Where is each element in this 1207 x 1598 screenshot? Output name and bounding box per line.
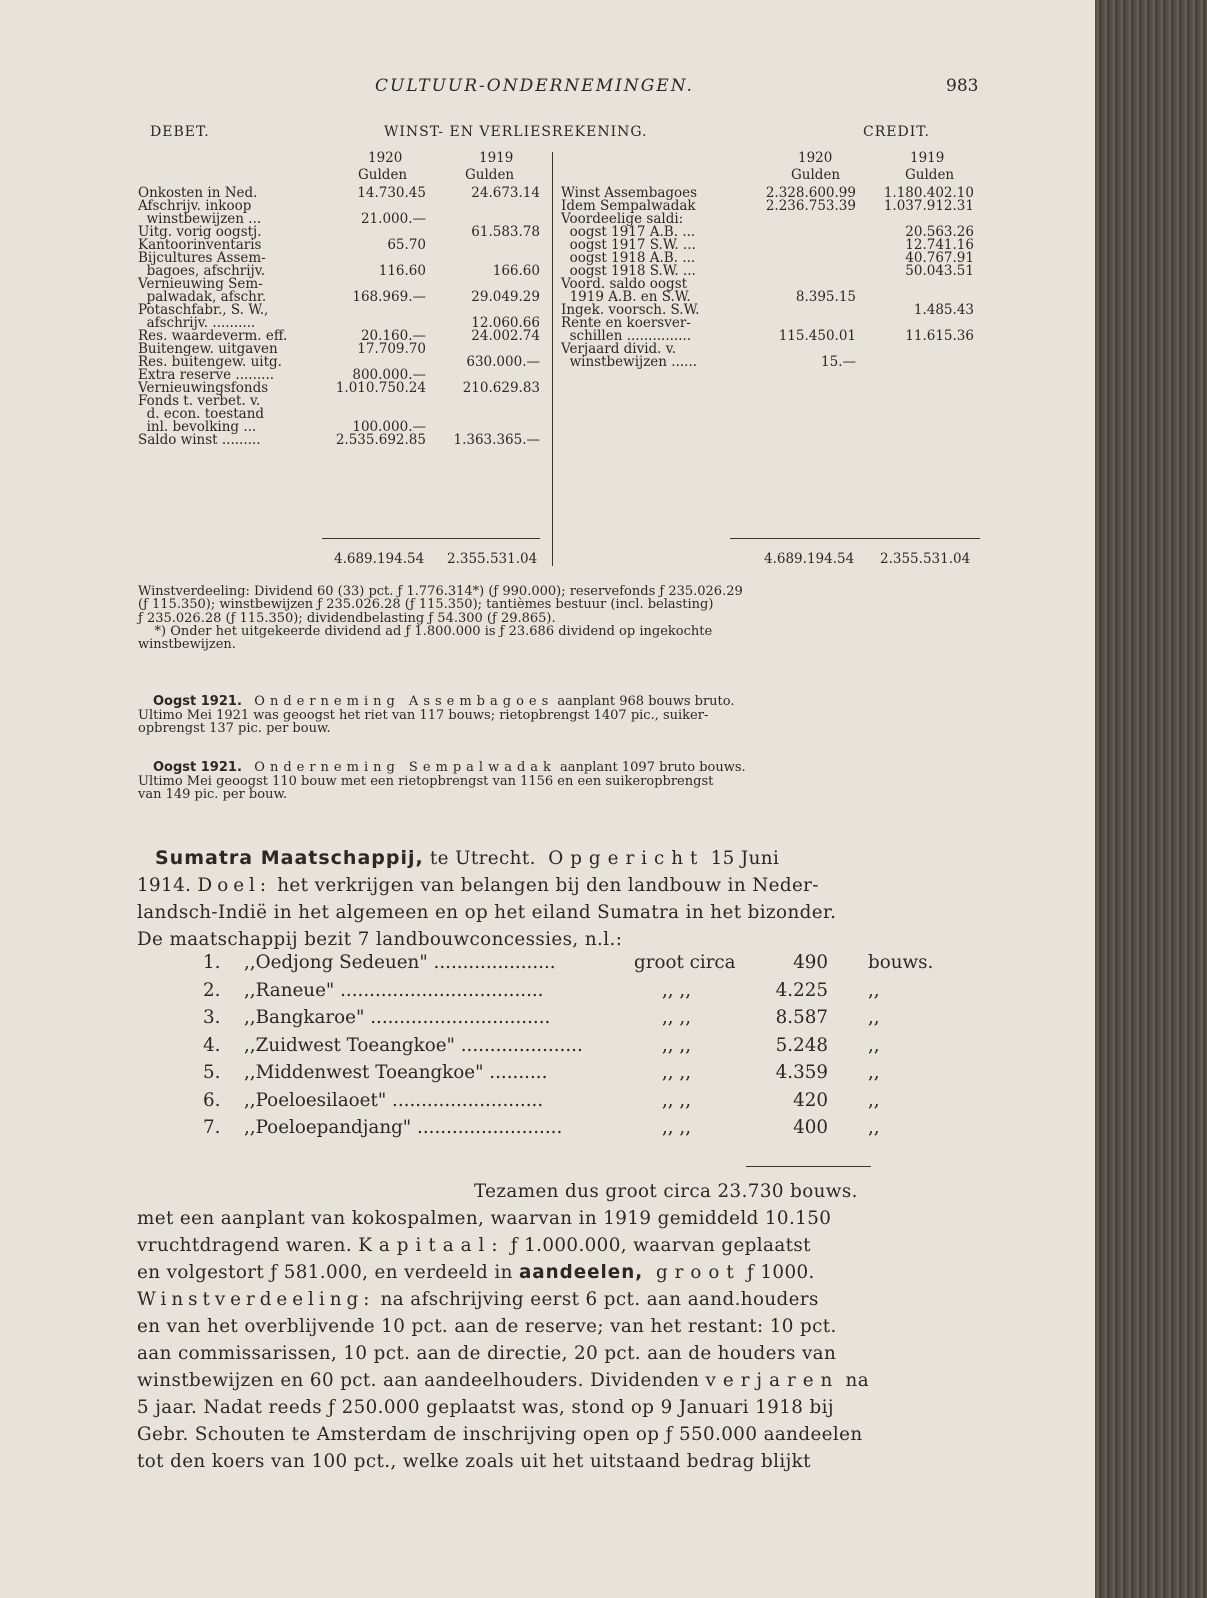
para-text: winstbewijzen en 60 pct. aan aandeelhouders. Dividenden [137,1370,706,1391]
credit-total-rule [730,538,980,539]
debet-1919-values [430,187,540,447]
credit-1920-cell [746,213,856,226]
debet-row-label: Uitg. vorig oogstj. [138,224,262,240]
concession-name: ,,Zuidwest Toeangkoe" ..................... [244,1034,583,1056]
credit-1919-cell: 12.741.16 [905,237,974,253]
debet-1920-cell [318,304,426,317]
debet-1919-cell: 12.060.66 [471,315,540,331]
year-text: 1914. [137,875,198,896]
credit-1920-cell: 2.236.753.39 [765,198,856,214]
concession-unit: bouws. [868,952,934,973]
debet-1920-cell: 20.160.— [360,328,426,344]
oogst-sempalwadak-lines [138,775,713,802]
debet-1919-cell: 1.363.365.— [453,432,540,448]
total-debet-1919: 2.355.531.04 [447,551,538,567]
para-line-6: aan commissarissen, 10 pct. aan de directie, 20 pct. aan de houders van [137,1343,837,1364]
sumatra-line-2 [137,872,819,899]
credit-1920-cell [746,304,856,317]
debet-total-rule [322,538,540,539]
sumatra-line-3: landsch-Indië in het algemeen en op het eiland Sumatra in het bizonder. [137,902,837,923]
debet-1919-cell [430,408,540,421]
debet-1919-cell: 166.60 [492,263,540,279]
debet-1919-cell [430,395,540,408]
debet-row-label: Res. buitengew. uitg. [138,354,282,370]
unit-debet-1919: Gulden [465,167,515,183]
debet-1919-cell: 29.049.29 [471,289,540,305]
para-line-3 [137,1259,815,1286]
concession-number: 1. [203,952,221,973]
para-line-7 [137,1367,869,1394]
para-line-2 [137,1232,811,1259]
debet-row-label: Kantoorinventaris [138,237,262,253]
credit-1919-cell [862,356,974,369]
concession-groot: groot circa [634,952,736,973]
verjaren-label: verjaren [705,1370,840,1391]
credit-1919-cell: 40.767.91 [905,250,974,266]
credit-heading: CREDIT. [863,124,930,140]
company-name: Sumatra Maatschappij, [155,847,424,869]
para-line-8: 5 jaar. Nadat reeds ƒ 250.000 geplaatst was, stond op 9 Januari 1918 bij [137,1397,834,1418]
oogst-line: van 149 pic. per bouw. [138,787,288,803]
concession-area: 4.359 [775,1062,828,1083]
doel-text: het verkrijgen van belangen bij den landbouw in Neder- [271,875,819,896]
oogst-line: Ultimo Mei 1921 was geoogst het riet van 117 bouws; rietopbrengst 1407 pic., suiker- [138,708,709,723]
concession-area: 400 [793,1117,828,1138]
sumatra-line-1 [155,845,779,872]
debet-row-label: d. econ. toestand [138,406,265,422]
debet-row-label: Vernieuwingsfonds [138,380,269,396]
winstverdeeling-note [138,585,743,651]
running-title: CULTUUR-ONDERNEMINGEN. [375,76,694,96]
debet-row-label: bagoes, afschrijv. [138,263,266,279]
concession-area: 420 [793,1089,828,1111]
para-text: na [839,1370,870,1391]
unit-credit-1920: Gulden [791,167,841,183]
debet-1919-cell [430,200,540,213]
credit-1920-cell: 115.450.01 [778,328,856,344]
debet-1920-cell: 116.60 [378,263,426,279]
debet-1920-cell [318,395,426,408]
sum-rule [746,1166,871,1167]
concession-number: 5. [203,1062,221,1083]
concession-name: ,,Oedjong Sedeuen" ..................... [244,952,556,973]
debet-labels [138,187,328,447]
sumatra-line-4: De maatschappij bezit 7 landbouwconcessies, n.l.: [137,929,623,950]
concession-groot: ,, ,, [662,979,692,1001]
debet-row-label: Potaschfabr., S. W., [138,302,269,318]
note-line: *) Onder het uitgekeerde dividend ad ƒ 1.800.000 is ƒ 23.686 dividend op ingekochte [138,623,713,639]
debet-row-label: Res. waardeverm. eff. [138,328,288,344]
concession-area: 8.587 [775,1007,828,1028]
concession-unit: ,, [868,979,880,1001]
debet-1920-cell: 800.000.— [352,367,426,383]
table-divider [552,152,553,566]
credit-row-label: oogst 1917 S.W. ... [561,237,696,253]
credit-row-label: Voordeelige saldi: [561,211,684,227]
credit-row-label: Rente en koersver- [561,315,691,331]
aandeelen-label: aandeelen, [518,1262,644,1283]
debet-1919-cell: 61.583.78 [471,224,540,240]
company-city: te Utrecht. [423,848,536,869]
debet-row-label: inl. bevolking ... [138,419,257,435]
para-line-1: met een aanplant van kokospalmen, waarvan in 1919 gemiddeld 10.150 [137,1208,832,1229]
para-text: ƒ 1000. [740,1262,815,1283]
debet-1920-cell: 1.010.750.24 [335,380,426,396]
credit-row-label: Winst Assembagoes [561,185,698,201]
concession-unit: ,, [868,1089,880,1111]
unit-debet-1920: Gulden [358,167,408,183]
year-1920-debet: 1920 [368,150,403,166]
para-line-9: Gebr. Schouten te Amsterdam de inschrijving open op ƒ 550.000 aandeelen [137,1424,863,1445]
book-page-edges [1095,0,1207,1598]
oogst-line: opbrengst 137 pic. per bouw. [138,721,331,737]
credit-row-label: schillen ............... [561,328,692,344]
credit-1919-cell [862,278,974,291]
debet-1920-cell: 14.730.45 [357,185,426,201]
total-credit-1919: 2.355.531.04 [880,551,971,567]
debet-row-label: Buitengew. uitgaven [138,341,278,357]
credit-row-label: oogst 1918 S.W. ... [561,263,696,279]
credit-1920-cell [746,252,856,265]
debet-row-label: Saldo winst ......... [138,432,261,448]
tezamen-line: Tezamen dus groot circa 23.730 bouws. [474,1181,858,1202]
note-line: (ƒ 115.350); winstbewijzen ƒ 235.026.28 (ƒ 115.350); tantièmes bestuur (incl. belasting) [138,597,714,613]
kapitaal-label: Kapitaal: [358,1235,505,1256]
credit-row-label: Idem Sempalwadak [561,198,696,214]
unit-credit-1919: Gulden [905,167,955,183]
credit-1919-cell: 1.180.402.10 [883,185,974,201]
oogst-sempalwadak [153,761,746,774]
debet-heading: DEBET. [150,124,210,140]
credit-row-label: Verjaard divid. v. [561,341,677,357]
concession-area: 5.248 [775,1034,828,1056]
concession-name: ,,Poeloepandjang" ......................... [244,1117,563,1138]
concession-area: 4.225 [775,979,828,1001]
credit-1920-cell [746,239,856,252]
opgericht-label: Opgericht [548,848,705,869]
credit-labels [561,187,761,369]
debet-row-label: Fonds t. verbet. v. [138,393,261,409]
concession-groot: ,, ,, [662,1007,692,1028]
para-text: vruchtdragend waren. [137,1235,359,1256]
concession-groot: ,, ,, [662,1089,692,1111]
credit-row-label: Ingek. voorsch. S.W. [561,302,700,318]
credit-1919-cell: 11.615.36 [905,328,974,344]
concession-number: 7. [203,1117,221,1138]
debet-row-label: Vernieuwing Sem- [138,276,263,292]
debet-row-label: afschrijv. .......... [138,315,256,331]
note-line: winstbewijzen. [138,637,236,653]
debet-1920-cell: 168.969.— [352,289,426,305]
table-title: WINST- EN VERLIESREKENING. [384,124,648,140]
debet-1919-cell: 24.002.74 [471,328,540,344]
concession-number: 6. [203,1089,221,1111]
debet-1919-cell [430,239,540,252]
para-text: na afschrijving eerst 6 pct. aan aand.houders [374,1289,819,1310]
debet-row-label: Onkosten in Ned. [138,185,258,201]
concession-name: ,,Middenwest Toeangkoe" .......... [244,1062,548,1083]
concession-number: 3. [203,1007,221,1028]
credit-1920-cell: 8.395.15 [795,289,856,305]
oogst-line: Ultimo Mei geoogst 110 bouw met een rietopbrengst van 1156 en een suikeropbrengst [138,774,714,789]
concession-unit: ,, [868,1062,880,1083]
debet-1919-cell: 630.000.— [466,354,540,370]
note-line: Winstverdeeling: Dividend 60 (33) pct. ƒ 1.776.314*) (ƒ 990.000); reservefonds ƒ 235.026.29 [138,584,743,599]
para-line-4 [137,1286,819,1313]
para-text: ƒ 1.000.000, waarvan geplaatst [504,1235,811,1256]
credit-row-label: oogst 1917 A.B. ... [561,224,696,240]
debet-1919-cell: 24.673.14 [471,185,540,201]
debet-row-label: Afschrijv. inkoop [138,198,252,214]
credit-row-label: oogst 1918 A.B. ... [561,250,696,266]
concession-number: 4. [203,1034,221,1056]
para-line-10: tot den koers van 100 pct., welke zoals uit het uitstaand bedrag blijkt [137,1451,811,1472]
credit-1920-cell: 15.— [821,354,856,370]
onderneming-name: Onderneming Sempalwadak [254,760,556,775]
credit-1919-cell: 20.563.26 [905,224,974,240]
year-1919-credit: 1919 [910,150,945,166]
groot-label: groot [643,1262,741,1283]
total-credit-1920: 4.689.194.54 [764,551,855,567]
oogst-text: aanplant 968 bouws bruto. [553,694,735,709]
concession-groot: ,, ,, [662,1062,692,1083]
debet-1920-cell: 21.000.— [360,211,426,227]
debet-1920-values [318,187,426,447]
credit-1919-cell [862,343,974,356]
oogst-assembagoes-lines [138,709,708,736]
credit-1920-cell [746,265,856,278]
concession-name: ,,Raneue" ................................... [244,979,544,1001]
credit-row-label: winstbewijzen ...... [561,354,698,370]
credit-1919-cell: 1.037.912.31 [883,198,974,214]
oogst-text: aanplant 1097 bruto bouws. [555,760,746,775]
debet-row-label: Bijcultures Assem- [138,250,266,266]
debet-row-label: Extra reserve ......... [138,367,275,383]
concession-unit: ,, [868,1007,880,1028]
credit-1920-values [746,187,856,369]
concession-groot: ,, ,, [662,1117,692,1138]
debet-1920-cell: 2.535.692.85 [335,432,426,448]
concession-unit: ,, [868,1117,880,1138]
concession-number: 2. [203,979,221,1001]
credit-1920-cell: 2.328.600.99 [765,185,856,201]
total-debet-1920: 4.689.194.54 [334,551,425,567]
credit-1919-cell: 1.485.43 [913,302,974,318]
credit-row-label: 1919 A.B. en S.W. [561,289,691,305]
year-1919-debet: 1919 [479,150,514,166]
opgericht-date: 15 Juni [704,848,780,869]
year-1920-credit: 1920 [798,150,833,166]
credit-1919-cell: 50.043.51 [905,263,974,279]
page-number: 983 [946,76,979,96]
para-line-5: en van het overblijvende 10 pct. aan de reserve; van het restant: 10 pct. [137,1316,837,1337]
debet-1920-cell: 65.70 [387,237,426,253]
oogst-label: Oogst 1921. [153,760,242,775]
concession-unit: ,, [868,1034,880,1056]
concession-name: ,,Poeloesilaoet" .......................... [244,1089,544,1111]
debet-1920-cell: 17.709.70 [357,341,426,357]
concession-name: ,,Bangkaroe" ............................... [244,1007,551,1028]
winstverdeeling-label: Winstverdeeling: [137,1289,375,1310]
credit-row-label: Voord. saldo oogst [561,276,688,292]
para-text: en volgestort ƒ 581.000, en verdeeld in [137,1262,519,1283]
doel-label: Doel: [197,875,272,896]
debet-1919-cell: 210.629.83 [462,380,540,396]
onderneming-name: Onderneming Assembagoes [254,694,554,709]
note-line: ƒ 235.026.28 (ƒ 115.350); dividendbelasting ƒ 54.300 (ƒ 29.865). [138,610,556,626]
concession-area: 490 [793,952,828,973]
debet-row-label: palwadak, afschr. [138,289,267,305]
debet-row-label: winstbewijzen ... [138,211,262,227]
oogst-label: Oogst 1921. [153,694,242,709]
credit-1920-cell [746,226,856,239]
credit-1919-values [862,187,974,369]
oogst-assembagoes [153,695,735,708]
debet-1920-cell: 100.000.— [352,419,426,435]
concession-groot: ,, ,, [662,1034,692,1056]
